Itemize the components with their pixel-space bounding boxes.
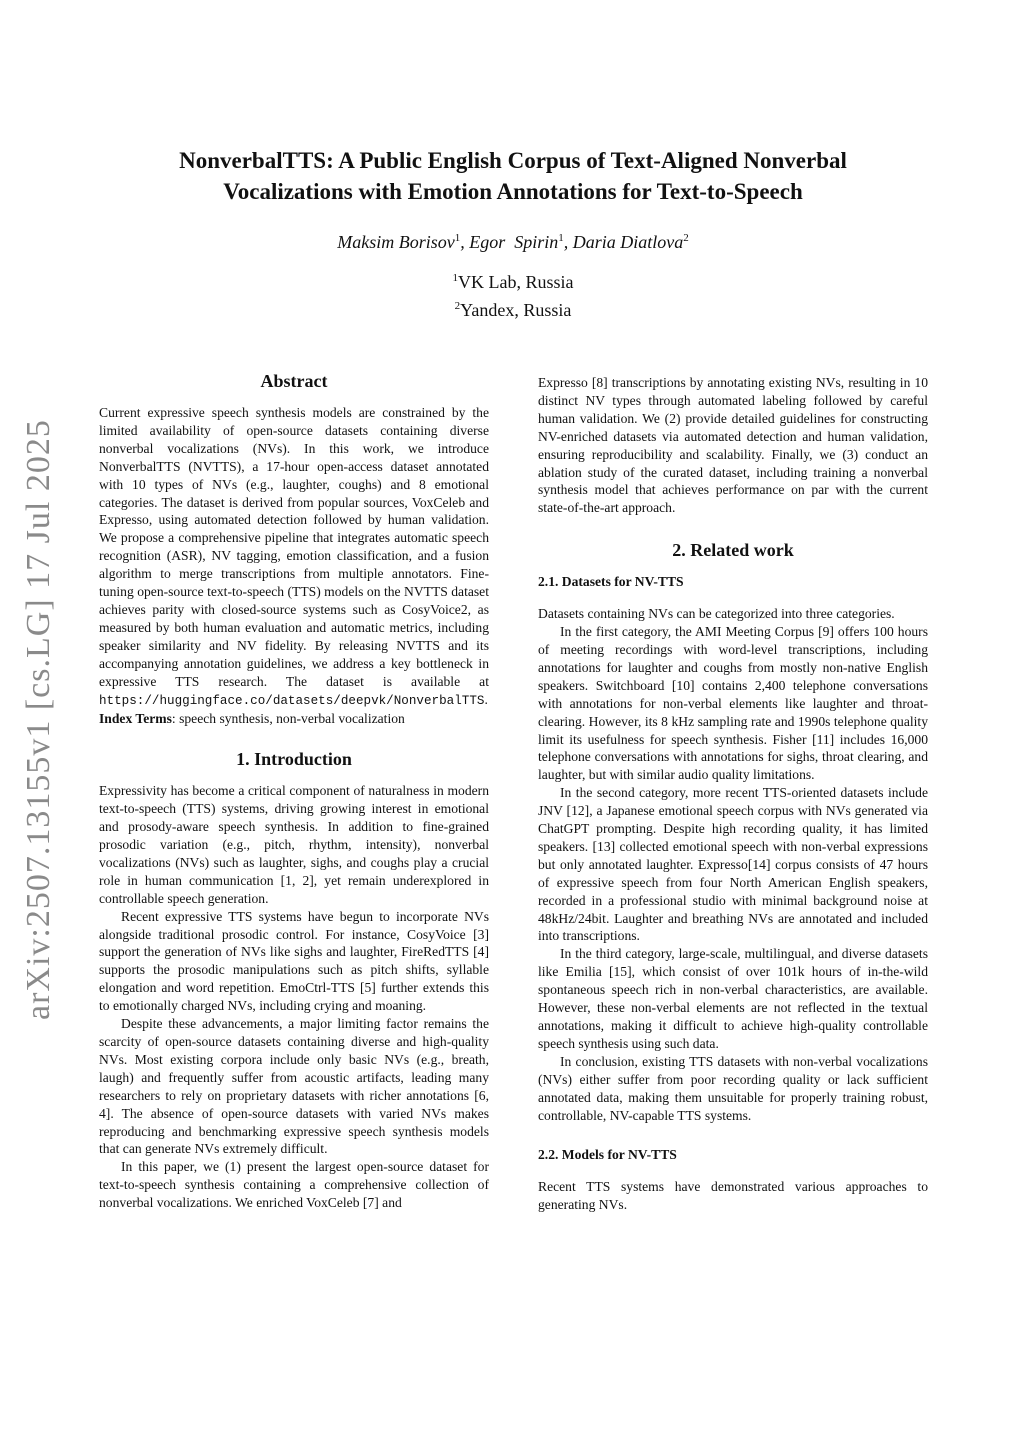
intro-paragraph: Recent expressive TTS systems have begun to incorporate NVs alongside traditional prosodic control. For instance, CosyVoice [3] support the generation of NVs like sighs and laughter, FireRedTTS [4] supports the prosodic manipulations such as pitch shifts, syllable elongation and word repetition. EmoCtrl-TTS [5] further extends this to emotionally charged NVs, including crying and moaning. xyxy=(99,908,489,1014)
title-line-2: Vocalizations with Emotion Annotations for Text-to-Speech xyxy=(223,179,803,204)
author-name: Egor Spirin xyxy=(469,232,559,252)
paper-title xyxy=(100,145,926,207)
left-column xyxy=(99,366,489,1212)
author-affil-sup: 2 xyxy=(683,232,689,244)
arxiv-identifier: arXiv:2507.13155v1 [cs.LG] 17 Jul 2025 xyxy=(20,419,57,1020)
author-affil-sup: 1 xyxy=(558,232,564,244)
intro-continuation: Expresso [8] transcriptions by annotating existing NVs, resulting in 10 distinct NV types through automated labeling followed by careful human validation. We (2) provide detailed guidelines for constructing NV-enriched datasets via automated detection and human validation, ensuring reproducibility and scalability. Finally, we (3) conduct an ablation study of the curated dataset, including training a nonverbal synthesis model that achieves performance on par with the current state-of-the-art approach. xyxy=(538,375,928,516)
intro-paragraph: Despite these advancements, a major limiting factor remains the scarcity of open-source datasets containing diverse and high-quality NVs. Most existing corpora include only basic NVs (e.g., breath, laugh) and frequently suffer from acoustic artifacts, leading many researchers to rely on proprietary datasets with richer annotations [6, 4]. The absence of open-source datasets with varied NVs makes reproducing and benchmarking expressive speech synthesis models that can generate NVs extremely difficult. xyxy=(99,1016,489,1157)
affiliations xyxy=(100,266,926,322)
related-paragraph: In the first category, the AMI Meeting Corpus [9] offers 100 hours of meeting recordings with word-level transcriptions, including annotations for laughter and coughs from mostly non-native English speakers. Switchboard [10] contains 2,400 telephone conversations with annotations for non-verbal elements like laughter and throat-clearing. However, its 8 kHz sampling rate and 1990s telephone quality limit its usefulness for speech synthesis. Fisher [11] includes 16,000 telephone conversations with annotations for sighs, throat clearing, and laughter, but with similar audio quality limitations. xyxy=(538,624,928,783)
intro-paragraph: In this paper, we (1) present the largest open-source dataset for text-to-speech synthesis containing a comprehensive collection of nonverbal vocalizations. We enriched VoxCeleb [7] and xyxy=(99,1159,489,1211)
abstract-heading: Abstract xyxy=(260,371,328,391)
right-column xyxy=(538,374,928,1214)
related-work-heading: 2. Related work xyxy=(672,540,794,561)
author-name: Daria Diatlova xyxy=(572,232,684,252)
title-line-1: NonverbalTTS: A Public English Corpus of Text-Aligned Nonverbal xyxy=(179,148,847,173)
affiliation: $^1$VK Lab, Russia xyxy=(452,272,574,292)
related-paragraph: In the second category, more recent TTS-oriented datasets include JNV [12], a Japanese emotional speech corpus with NVs generated via ChatGPT prompting. Despite high recording quality, it has limited speakers. [13] collected emotional speech with non-verbal expressions but only annotated laughter. Expresso[14] corpus consists of 47 hours of expressive speech from four North American English speakers, recorded in a professional studio with minimal background noise at 48kHz/24bit. Laughter and breathing NVs are annotated and included into transcriptions. xyxy=(538,785,928,944)
related-paragraph: Datasets containing NVs can be categorized into three categories. xyxy=(538,606,895,622)
author-list: Maksim Borisov$^1$, Egor Spirin$^1$, Daria Diatlova$^2$ xyxy=(337,232,689,252)
intro-paragraph: Expressivity has become a critical component of naturalness in modern text-to-speech (TTS) systems, driving growing interest in emotional and prosody-aware speech synthesis. In addition to fine-grained prosodic variation (e.g., pitch, rhythm, intensity), nonverbal vocalizations (NVs) such as laughter, sighs, and coughs play a crucial role in human communication [1, 2], yet remain underexplored in controllable speech generation. xyxy=(99,783,489,906)
author-name: Maksim Borisov xyxy=(337,232,455,252)
affiliation: $^2$Yandex, Russia xyxy=(454,300,572,320)
introduction-heading: 1. Introduction xyxy=(236,749,352,770)
subsection-heading-models: 2.2. Models for NV-TTS xyxy=(538,1147,677,1163)
subsection-heading-datasets: 2.1. Datasets for NV-TTS xyxy=(538,574,684,590)
related-paragraph: Recent TTS systems have demonstrated various approaches to generating NVs. xyxy=(538,1179,928,1213)
dataset-link[interactable]: https://huggingface.co/datasets/deepvk/NonverbalTTS xyxy=(99,693,485,708)
related-paragraph: In the third category, large-scale, multilingual, and diverse datasets like Emilia [15], which consist of over 101k hours of in-the-wild spontaneous speech rich in non-verbal characteristics, are available. However, these non-verbal elements are not reflected in the textual annotations, making it difficult to achieve high-quality controllable speech synthesis using such data. xyxy=(538,946,928,1051)
author-affil-sup: 1 xyxy=(454,232,461,244)
related-paragraph: In conclusion, existing TTS datasets with non-verbal vocalizations (NVs) either suffer from poor recording quality or lack sufficient annotated data, making them unsuitable for properly training robust, controllable, NV-capable TTS systems. xyxy=(538,1053,928,1123)
index-terms: Index Terms: speech synthesis, non-verbal vocalization xyxy=(99,711,405,727)
abstract-text: Current expressive speech synthesis models are constrained by the limited availability of open-source datasets containing diverse nonverbal vocalizations (NVs). In this work, we introduce NonverbalTTS (NVTTS), a 17-hour open-access dataset annotated with 10 types of NVs (e.g., laughter, coughs) and 8 emotional categories. The dataset is derived from popular sources, VoxCeleb and Expresso, using automated detection followed by human validation. We propose a comprehensive pipeline that integrates automatic speech recognition (ASR), NV tagging, emotion classification, and a fusion algorithm to merge transcriptions from multiple annotators. Fine-tuning open-source text-to-speech (TTS) models on the NVTTS dataset achieves parity with closed-source systems such as CosyVoice2, as measured by both human evaluation and automatic metrics, including speaker similarity and NV fidelity. By releasing NVTTS and its accompanying annotation guidelines, we address a key bottleneck in expressive TTS research. The dataset is available at https://huggingface.co/datasets/deepvk/NonverbalTTS. xyxy=(99,405,489,708)
